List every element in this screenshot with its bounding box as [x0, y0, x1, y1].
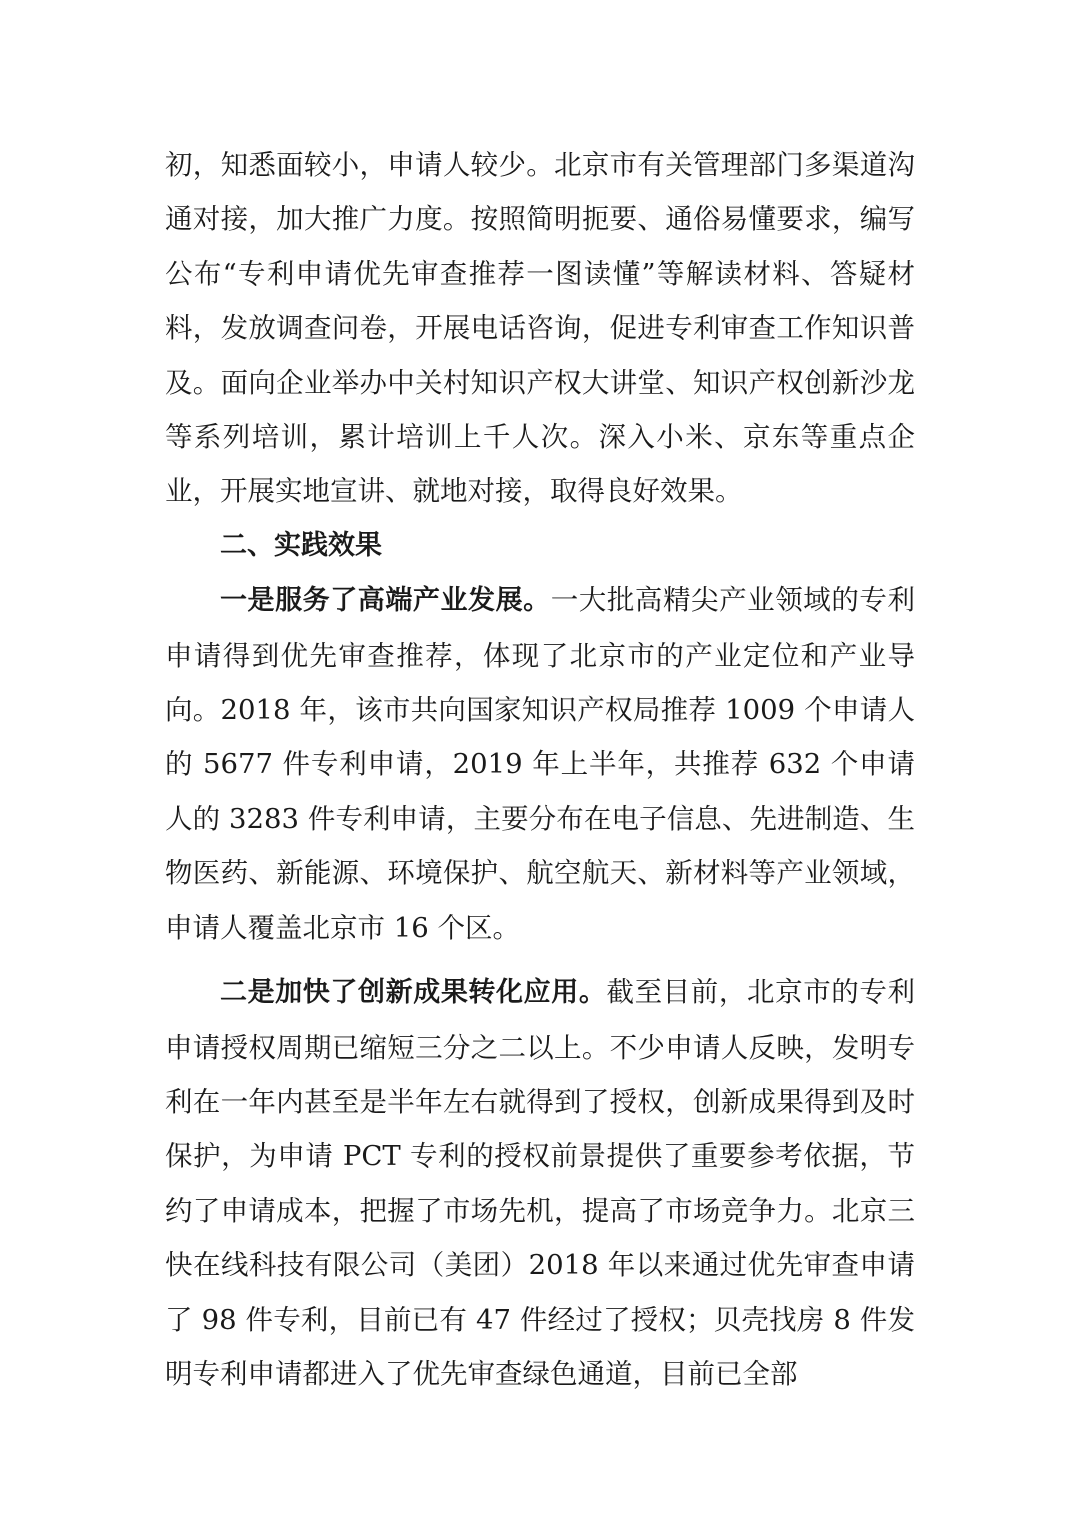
paragraph-industry-lead: 一是服务了高端产业发展。 — [220, 585, 551, 617]
paragraph-innovation-lead: 二是加快了创新成果转化应用。 — [220, 977, 607, 1009]
paragraph-innovation — [165, 965, 915, 1401]
paragraph-gap — [165, 955, 915, 965]
paragraph-outreach: 初，知悉面较小，申请人较少。北京市有关管理部门多渠道沟通对接，加大推广力度。按照简明扼要、通俗易懂要求，编写公布“专利申请优先审查推荐一图读懂”等解读材料、答疑材料，发放调查问卷，开展电话咨询，促进专利审查工作知识普及。面向企业举办中关村知识产权大讲堂、知识产权创新沙龙等系列培训，累计培训上千人次。深入小米、京东等重点企业，开展实地宣讲、就地对接，取得良好效果。 — [165, 149, 915, 508]
paragraph-innovation-body: 截至目前，北京市的专利申请授权周期已缩短三分之二以上。不少申请人反映，发明专利在一年内甚至是半年左右就得到了授权，创新成果得到及时保护，为申请 PCT 专利的授权前景提供了重要参考依据，节约了申请成本，把握了市场先机，提高了市场竞争力。北京三快在线科技有限公司（美团）2018 年以来通过优先审查申请了 98 件专利，目前已有 47 件经过了授权；贝壳找房 8 件发明专利申请都进入了优先审查绿色通道，目前已全部 — [165, 976, 916, 1390]
document-body — [165, 138, 915, 1401]
paragraph-industry-body: 一大批高精尖产业领域的专利申请得到优先审查推荐，体现了北京市的产业定位和产业导向。2018 年，该市共向国家知识产权局推荐 1009 个申请人的 5677 件专利申请，2019 年上半年，共推荐 632 个申请人的 3283 件专利申请，主要分布在电子信息、先进制造、生物医药、新能源、环境保护、航空航天、新材料等产业领域，申请人覆盖北京市 16 个区。 — [165, 584, 915, 944]
section-heading: 二、实践效果 — [220, 529, 382, 561]
paragraph-industry — [165, 573, 915, 955]
